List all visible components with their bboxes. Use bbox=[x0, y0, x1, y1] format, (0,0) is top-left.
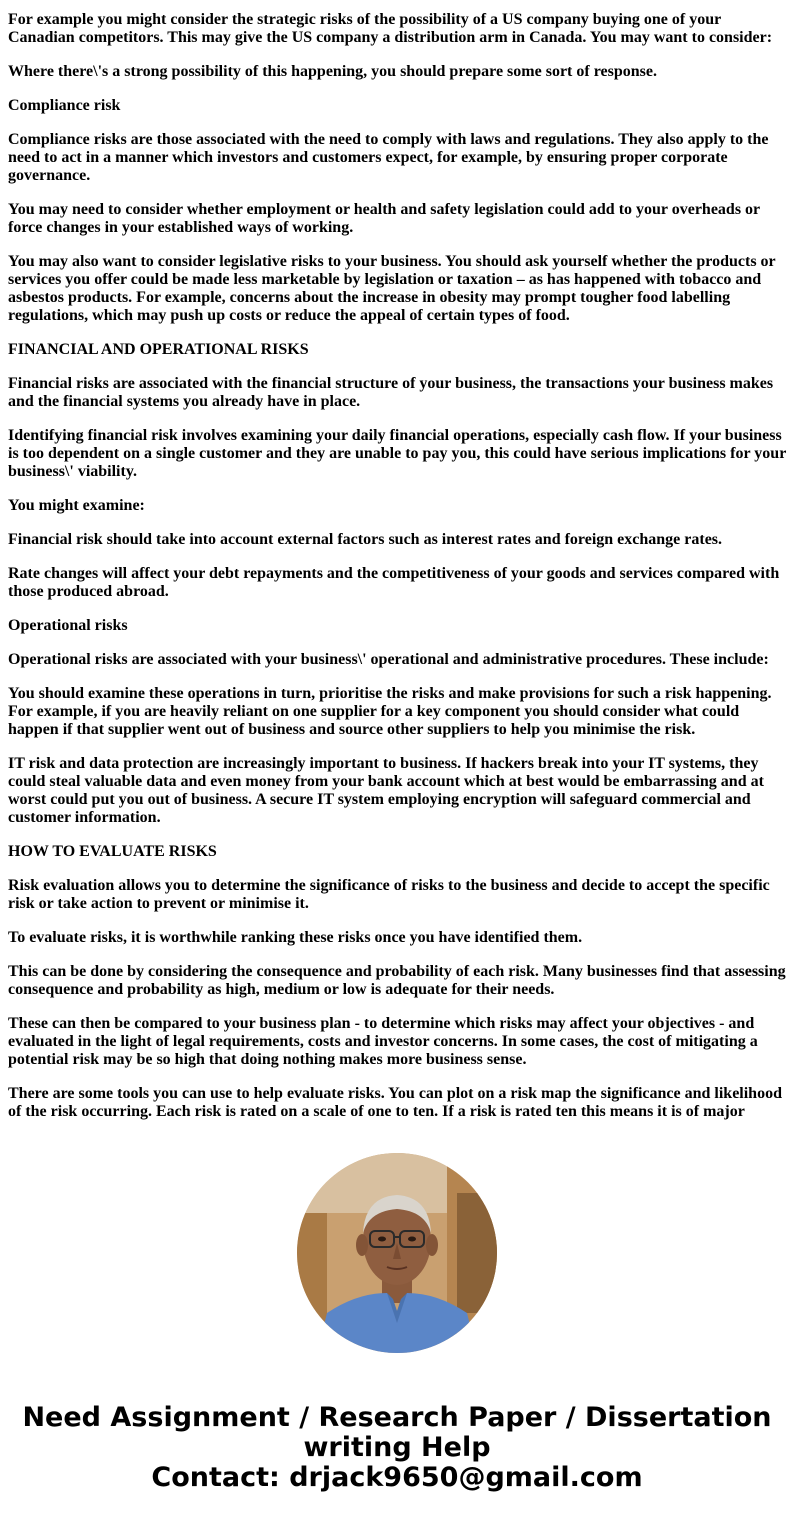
paragraph: Operational risks are associated with your business\' operational and administrative procedures. These include: bbox=[8, 651, 769, 668]
paragraph: Financial risk should take into account external factors such as interest rates and foreign exchange rates. bbox=[8, 531, 723, 548]
paragraph: There are some tools you can use to help evaluate risks. You can plot on a risk map the significance and likelihood of the risk occurring. Each risk is rated on a scale of one to ten. If a risk is rated ten this means it is of major bbox=[8, 1085, 782, 1120]
author-portrait-image bbox=[297, 1153, 497, 1353]
section-heading: HOW TO EVALUATE RISKS bbox=[8, 843, 217, 860]
paragraph: Financial risks are associated with the financial structure of your business, the transactions your business makes and the financial systems you already have in place. bbox=[8, 375, 774, 410]
paragraph: IT risk and data protection are increasingly important to business. If hackers break into your IT systems, they could steal valuable data and even money from your bank account which at best would be embarrassing and at worst could put you out of business. A secure IT system employing encryption will safeguard commercial and customer information. bbox=[8, 755, 764, 826]
paragraph: For example you might consider the strategic risks of the possibility of a US company buying one of your Canadian competitors. This may give the US company a distribution arm in Canada. You may want to consider: bbox=[8, 11, 773, 46]
article-body bbox=[8, 11, 788, 1137]
section-heading: FINANCIAL AND OPERATIONAL RISKS bbox=[8, 341, 309, 358]
paragraph: You may need to consider whether employment or health and safety legislation could add to your overheads or force changes in your established ways of working. bbox=[8, 201, 760, 236]
paragraph: Where there\'s a strong possibility of this happening, you should prepare some sort of response. bbox=[8, 63, 657, 80]
contact-banner bbox=[0, 1403, 794, 1493]
paragraph: You may also want to consider legislative risks to your business. You should ask yourself whether the products or services you offer could be made less marketable by legislation or taxation – as has happened with tobacco and asbestos products. For example, concerns about the increase in obesity may prompt tougher food labelling regulations, which may push up costs or reduce the appeal of certain types of food. bbox=[8, 253, 776, 324]
paragraph: Compliance risks are those associated with the need to comply with laws and regulations. They also apply to the need to act in a manner which investors and customers expect, for example, by ensuring proper corporate governance. bbox=[8, 131, 769, 184]
promo-line: Need Assignment / Research Paper / Dissertation bbox=[22, 1402, 772, 1433]
contact-email: Contact: drjack9650@gmail.com bbox=[151, 1462, 643, 1493]
paragraph: Risk evaluation allows you to determine the significance of risks to the business and decide to accept the specific risk or take action to prevent or minimise it. bbox=[8, 877, 770, 912]
author-photo bbox=[297, 1153, 497, 1353]
paragraph: You should examine these operations in turn, prioritise the risks and make provisions for such a risk happening. For example, if you are heavily reliant on one supplier for a key component you should consider what could happen if that supplier went out of business and source other suppliers to help you minimise the risk. bbox=[8, 685, 772, 738]
section-heading: Compliance risk bbox=[8, 97, 121, 114]
paragraph: You might examine: bbox=[8, 497, 145, 514]
section-heading: Operational risks bbox=[8, 617, 128, 634]
paragraph: Rate changes will affect your debt repayments and the competitiveness of your goods and services compared with those produced abroad. bbox=[8, 565, 780, 600]
paragraph: Identifying financial risk involves examining your daily financial operations, especially cash flow. If your business is too dependent on a single customer and they are unable to pay you, this could have serious implications for your business\' viability. bbox=[8, 427, 786, 480]
paragraph: These can then be compared to your business plan - to determine which risks may affect your objectives - and evaluated in the light of legal requirements, costs and investor concerns. In some cases, the cost of mitigating a potential risk may be so high that doing nothing makes more business sense. bbox=[8, 1015, 758, 1068]
paragraph: This can be done by considering the consequence and probability of each risk. Many businesses find that assessing consequence and probability as high, medium or low is adequate for their needs. bbox=[8, 963, 786, 998]
promo-line: writing Help bbox=[303, 1432, 491, 1463]
paragraph: To evaluate risks, it is worthwhile ranking these risks once you have identified them. bbox=[8, 929, 583, 946]
